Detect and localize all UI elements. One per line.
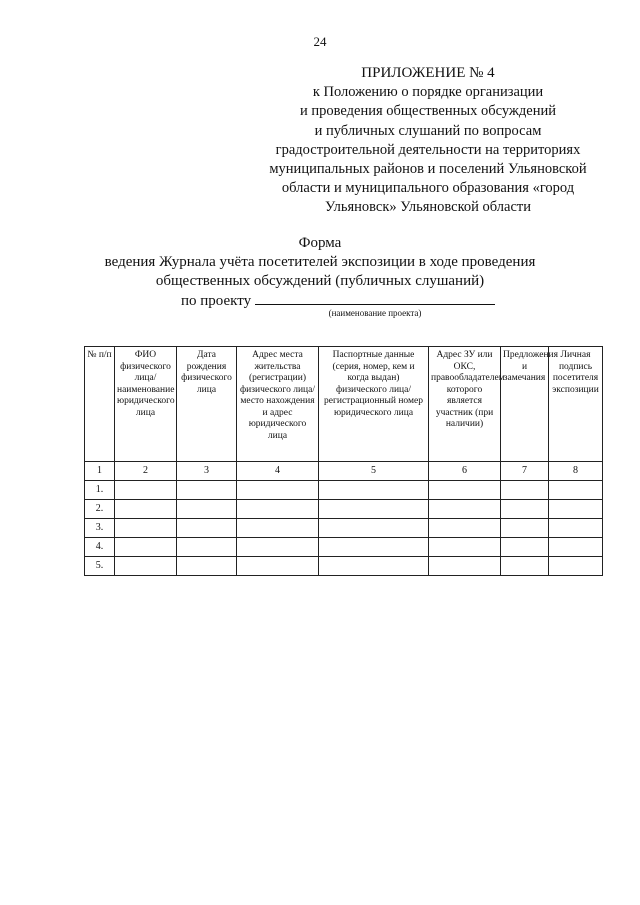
table-cell[interactable] [115, 500, 177, 519]
column-number: 4 [237, 462, 319, 481]
table-row [85, 500, 603, 519]
column-number: 2 [115, 462, 177, 481]
appendix-line: к Положению о порядке организации [312, 84, 544, 101]
appendix-line: области и муниципального образования «город [281, 180, 575, 197]
table-cell[interactable] [549, 500, 603, 519]
column-number: 7 [501, 462, 549, 481]
table-cell[interactable] [177, 500, 237, 519]
column-header: Адрес ЗУ или ОКС, правообладателем которого является участник (при наличии) [429, 347, 501, 462]
column-number: 8 [549, 462, 603, 481]
table-cell[interactable] [549, 557, 603, 576]
appendix-line: Ульяновск» Ульяновской области [324, 199, 532, 216]
table-cell[interactable] [429, 481, 501, 500]
column-number: 3 [177, 462, 237, 481]
table-cell[interactable] [237, 500, 319, 519]
table-cell[interactable] [501, 500, 549, 519]
table-cell[interactable] [429, 538, 501, 557]
table-cell[interactable] [115, 481, 177, 500]
appendix-line: муниципальных районов и поселений Ульяновской [269, 161, 587, 178]
table-cell[interactable] [237, 538, 319, 557]
row-number: 3. [85, 519, 115, 538]
table-header-row [85, 347, 603, 462]
appendix-title: ПРИЛОЖЕНИЕ № 4 [361, 65, 495, 81]
project-label: по проекту [181, 293, 252, 309]
table-cell[interactable] [549, 519, 603, 538]
table-cell[interactable] [429, 519, 501, 538]
table-cell[interactable] [501, 519, 549, 538]
table-cell[interactable] [549, 481, 603, 500]
table-cell[interactable] [319, 481, 429, 500]
column-header: ФИО физического лица/ наименование юридического лица [115, 347, 177, 462]
table-cell[interactable] [177, 557, 237, 576]
table-cell[interactable] [501, 481, 549, 500]
table-cell[interactable] [237, 519, 319, 538]
table-cell[interactable] [115, 519, 177, 538]
table-cell[interactable] [549, 538, 603, 557]
column-header: Личная подпись посетителя экспозиции [549, 347, 603, 462]
column-header: Адрес места жительства (регистрации) физического лица/место нахождения и адрес юридического лица [237, 347, 319, 462]
table-cell[interactable] [319, 557, 429, 576]
row-number: 4. [85, 538, 115, 557]
row-number: 1. [85, 481, 115, 500]
column-number-row [85, 462, 603, 481]
table-cell[interactable] [501, 557, 549, 576]
table-cell[interactable] [319, 519, 429, 538]
table-cell[interactable] [319, 500, 429, 519]
column-header: № п/п [85, 347, 115, 462]
appendix-line: градостроительной деятельности на территориях [275, 141, 581, 158]
form-subtitle-line: общественных обсуждений (публичных слушаний) [155, 273, 485, 289]
column-header: Дата рождения физического лица [177, 347, 237, 462]
column-header: Паспортные данные (серия, номер, кем и когда выдан) физического лица/регистрационный номер юридического лица [319, 347, 429, 462]
appendix-block [218, 64, 638, 218]
table-cell[interactable] [237, 557, 319, 576]
table-cell[interactable] [429, 500, 501, 519]
table-cell[interactable] [319, 538, 429, 557]
column-number: 6 [429, 462, 501, 481]
column-number: 1 [85, 462, 115, 481]
page-number: 24 [313, 34, 327, 49]
table-cell[interactable] [237, 481, 319, 500]
form-heading [0, 234, 640, 291]
table-row [85, 519, 603, 538]
table-cell[interactable] [177, 481, 237, 500]
table-row [85, 538, 603, 557]
table-cell[interactable] [429, 557, 501, 576]
table-cell[interactable] [177, 519, 237, 538]
project-name-blank[interactable] [255, 291, 495, 305]
appendix-line: и проведения общественных обсуждений [299, 103, 556, 120]
table-cell[interactable] [177, 538, 237, 557]
project-hint: (наименование проекта) [328, 308, 422, 318]
table-cell[interactable] [115, 557, 177, 576]
table-row [85, 481, 603, 500]
table-row [85, 557, 603, 576]
column-number: 5 [319, 462, 429, 481]
visitor-journal-table [84, 346, 603, 576]
column-header: Предложения и замечания [501, 347, 549, 462]
form-title: Форма [298, 235, 342, 251]
row-number: 2. [85, 500, 115, 519]
row-number: 5. [85, 557, 115, 576]
form-subtitle-line: ведения Журнала учёта посетителей экспозиции в ходе проведения [104, 254, 536, 270]
table-cell[interactable] [501, 538, 549, 557]
table-cell[interactable] [115, 538, 177, 557]
appendix-line: и публичных слушаний по вопросам [314, 122, 542, 139]
